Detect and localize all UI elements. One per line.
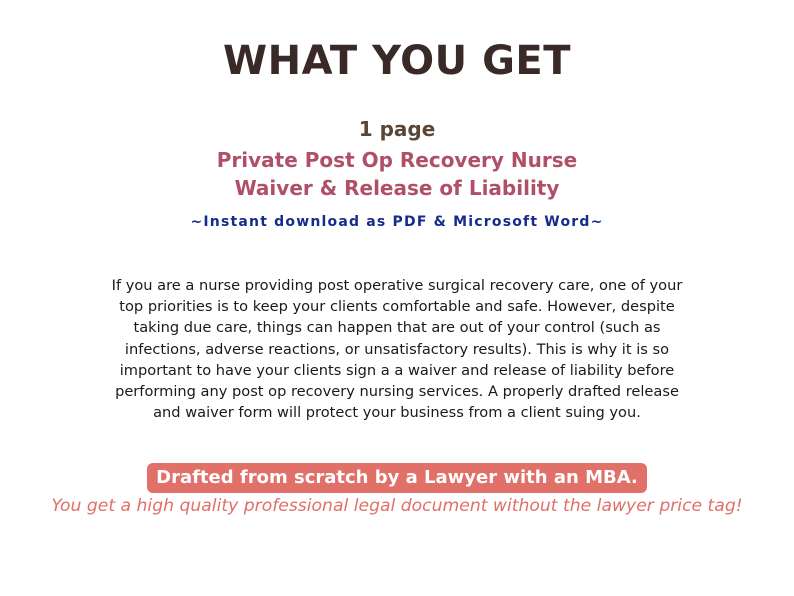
description-paragraph [60, 275, 734, 423]
description-line: taking due care, things can happen that are out of your control (such as [133, 319, 661, 337]
page-count: 1 page [358, 117, 436, 141]
product-name [0, 146, 794, 202]
download-note: ~Instant download as PDF & Microsoft Word~ [190, 214, 604, 230]
description-line: important to have your clients sign a a waiver and release of liability before [119, 361, 675, 379]
description-line: infections, adverse reactions, or unsatisfactory results). This is why it is so [124, 340, 670, 358]
badge-container [0, 463, 794, 493]
tagline: You get a high quality professional legal document without the lawyer price tag! [51, 496, 743, 516]
lawyer-badge: Drafted from scratch by a Lawyer with an MBA. [147, 463, 647, 493]
description-line: top priorities is to keep your clients comfortable and safe. However, despite [119, 298, 675, 316]
description-line: and waiver form will protect your business from a client suing you. [153, 404, 641, 422]
page-title: WHAT YOU GET [222, 38, 572, 84]
description-line: performing any post op recovery nursing services. A properly drafted release [115, 383, 679, 401]
product-name-line-1: Private Post Op Recovery Nurse [216, 148, 578, 172]
description-line: If you are a nurse providing post operative surgical recovery care, one of your [111, 277, 683, 294]
product-name-line-2: Waiver & Release of Liability [234, 176, 560, 200]
